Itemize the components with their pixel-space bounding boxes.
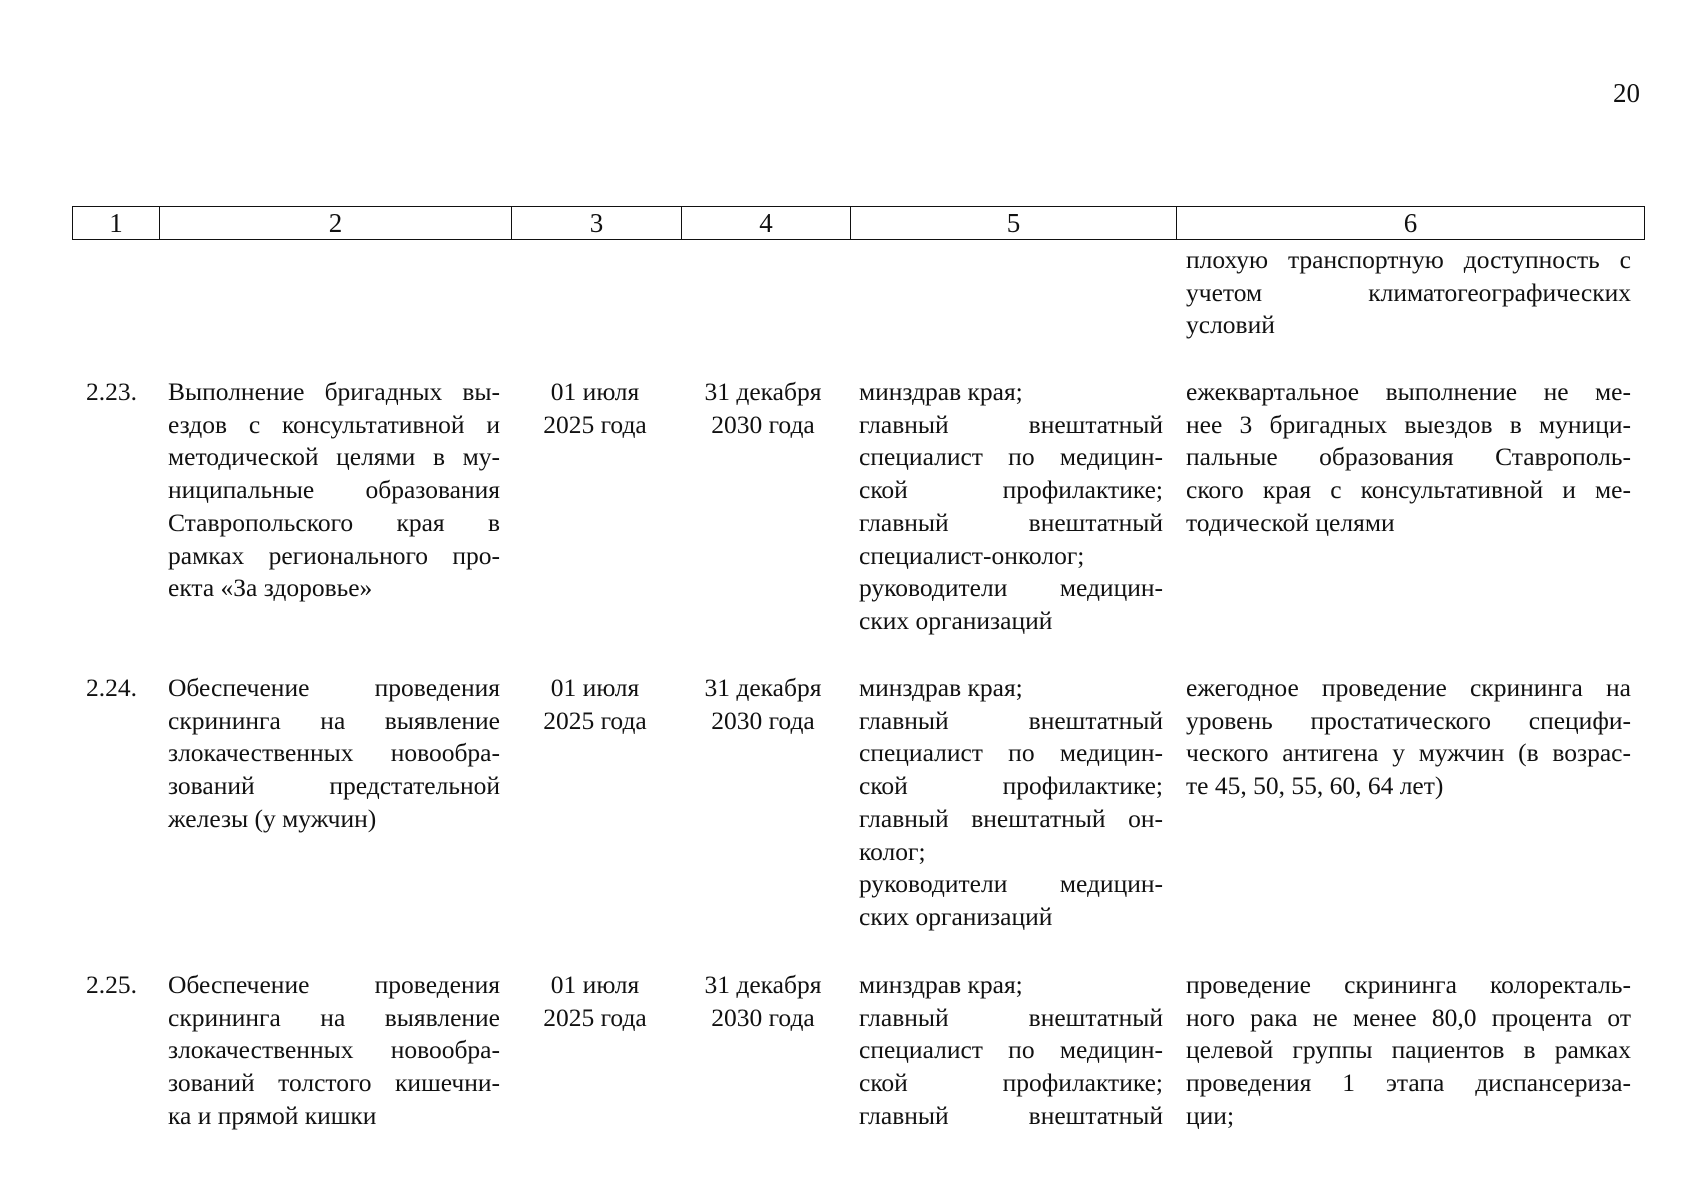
continuation-line: плохую транспортную доступность с: [1186, 245, 1631, 274]
description-line: ка и прямой кишки: [168, 1100, 377, 1130]
responsible-line: главный внештатный он-: [859, 803, 1163, 833]
responsible-line: специалист по медицин-: [859, 442, 1163, 472]
responsible-line: руководители медицин-: [859, 573, 1163, 603]
responsible-line: минздрав края;: [859, 970, 1023, 999]
column-header-3: 3: [512, 207, 682, 240]
column-header-4: 4: [682, 207, 851, 240]
row-start-date: [520, 969, 670, 1034]
row-responsible: [859, 672, 1163, 934]
result-line: нее 3 бригадных выездов в муници-: [1186, 409, 1631, 439]
row-start-date: [520, 672, 670, 737]
row-number: [86, 969, 156, 1002]
description-line: железы (у мужчин): [168, 803, 377, 833]
end-date-line: 2030 года: [711, 705, 815, 735]
continuation-line: условий: [1186, 310, 1275, 340]
result-line: проведения 1 этапа диспансериза-: [1186, 1068, 1631, 1098]
result-line: ского края с консультативной и ме-: [1186, 475, 1631, 505]
description-line: злокачественных новообра-: [168, 1035, 500, 1065]
column-header-5: 5: [851, 207, 1177, 240]
result-line: ежегодное проведение скрининга на: [1186, 673, 1631, 702]
continuation-line: учетом климатогеографических: [1186, 277, 1631, 307]
responsible-line: ской профилактике;: [859, 475, 1163, 505]
description-line: Выполнение бригадных вы-: [168, 377, 500, 406]
responsible-line: главный внештатный: [859, 1100, 1163, 1130]
start-date-line: 2025 года: [543, 705, 647, 735]
row-description: [168, 376, 500, 605]
row-description: [168, 969, 500, 1133]
description-line: ездов с консультативной и: [168, 409, 500, 439]
row-description: [168, 672, 500, 836]
row-responsible: [859, 969, 1163, 1133]
responsible-line: главный внештатный: [859, 1002, 1163, 1032]
row-end-date: [688, 376, 838, 441]
responsible-line: специалист-онколог;: [859, 540, 1085, 570]
responsible-line: специалист по медицин-: [859, 738, 1163, 768]
description-line: злокачественных новообра-: [168, 738, 500, 768]
row-result: [1186, 969, 1631, 1133]
description-line: зований толстого кишечни-: [168, 1068, 500, 1098]
responsible-line: главный внештатный: [859, 705, 1163, 735]
end-date-line: 31 декабря: [704, 970, 822, 999]
description-line: рамках регионального про-: [168, 540, 500, 570]
start-date-line: 01 июля: [550, 970, 640, 999]
column-header-row: [73, 207, 1645, 240]
row-result: [1186, 376, 1631, 540]
responsible-line: ских организаций: [859, 605, 1053, 635]
row-number: [86, 672, 156, 705]
row-responsible: [859, 376, 1163, 638]
responsible-line: ских организаций: [859, 901, 1053, 931]
responsible-line: главный внештатный: [859, 409, 1163, 439]
end-date-line: 31 декабря: [704, 673, 822, 702]
responsible-line: ской профилактике;: [859, 771, 1163, 801]
description-line: методической целями в му-: [168, 442, 500, 472]
result-line: уровень простатического специфи-: [1186, 705, 1631, 735]
row-number-text: 2.24.: [86, 673, 137, 702]
start-date-line: 2025 года: [543, 1002, 647, 1032]
responsible-line: ской профилактике;: [859, 1068, 1163, 1098]
start-date-line: 2025 года: [543, 409, 647, 439]
description-line: екта «За здоровье»: [168, 573, 373, 603]
description-line: скрининга на выявление: [168, 705, 500, 735]
description-line: зований предстательной: [168, 771, 500, 801]
result-line: те 45, 50, 55, 60, 64 лет): [1186, 771, 1444, 801]
responsible-line: минздрав края;: [859, 377, 1023, 406]
result-line: целевой группы пациентов в рамках: [1186, 1035, 1631, 1065]
column-header-table: [72, 206, 1645, 240]
row-end-date: [688, 969, 838, 1034]
description-line: Обеспечение проведения: [168, 673, 500, 702]
responsible-line: главный внештатный: [859, 507, 1163, 537]
continuation-result-text: [1186, 244, 1631, 342]
description-line: скрининга на выявление: [168, 1002, 500, 1032]
start-date-line: 01 июля: [550, 673, 640, 702]
row-start-date: [520, 376, 670, 441]
responsible-line: руководители медицин-: [859, 869, 1163, 899]
page-number: 20: [1613, 78, 1640, 108]
result-line: ческого антигена у мужчин (в возрас-: [1186, 738, 1631, 768]
result-line: ного рака не менее 80,0 процента от: [1186, 1002, 1631, 1032]
column-header-1: 1: [73, 207, 160, 240]
end-date-line: 2030 года: [711, 1002, 815, 1032]
description-line: Ставропольского края в: [168, 507, 500, 537]
row-number: [86, 376, 156, 409]
responsible-line: специалист по медицин-: [859, 1035, 1163, 1065]
description-line: Обеспечение проведения: [168, 970, 500, 999]
column-header-2: 2: [160, 207, 512, 240]
result-line: ции;: [1186, 1100, 1235, 1130]
description-line: ниципальные образования: [168, 475, 500, 505]
responsible-line: минздрав края;: [859, 673, 1023, 702]
result-line: ежеквартальное выполнение не ме-: [1186, 377, 1631, 406]
row-number-text: 2.23.: [86, 377, 137, 406]
row-result: [1186, 672, 1631, 803]
result-line: пальные образования Ставрополь-: [1186, 442, 1631, 472]
responsible-line: колог;: [859, 836, 926, 866]
row-number-text: 2.25.: [86, 970, 137, 999]
end-date-line: 31 декабря: [704, 377, 822, 406]
start-date-line: 01 июля: [550, 377, 640, 406]
column-header-6: 6: [1177, 207, 1645, 240]
result-line: проведение скрининга колоректаль-: [1186, 970, 1631, 999]
result-line: тодической целями: [1186, 507, 1395, 537]
end-date-line: 2030 года: [711, 409, 815, 439]
row-end-date: [688, 672, 838, 737]
